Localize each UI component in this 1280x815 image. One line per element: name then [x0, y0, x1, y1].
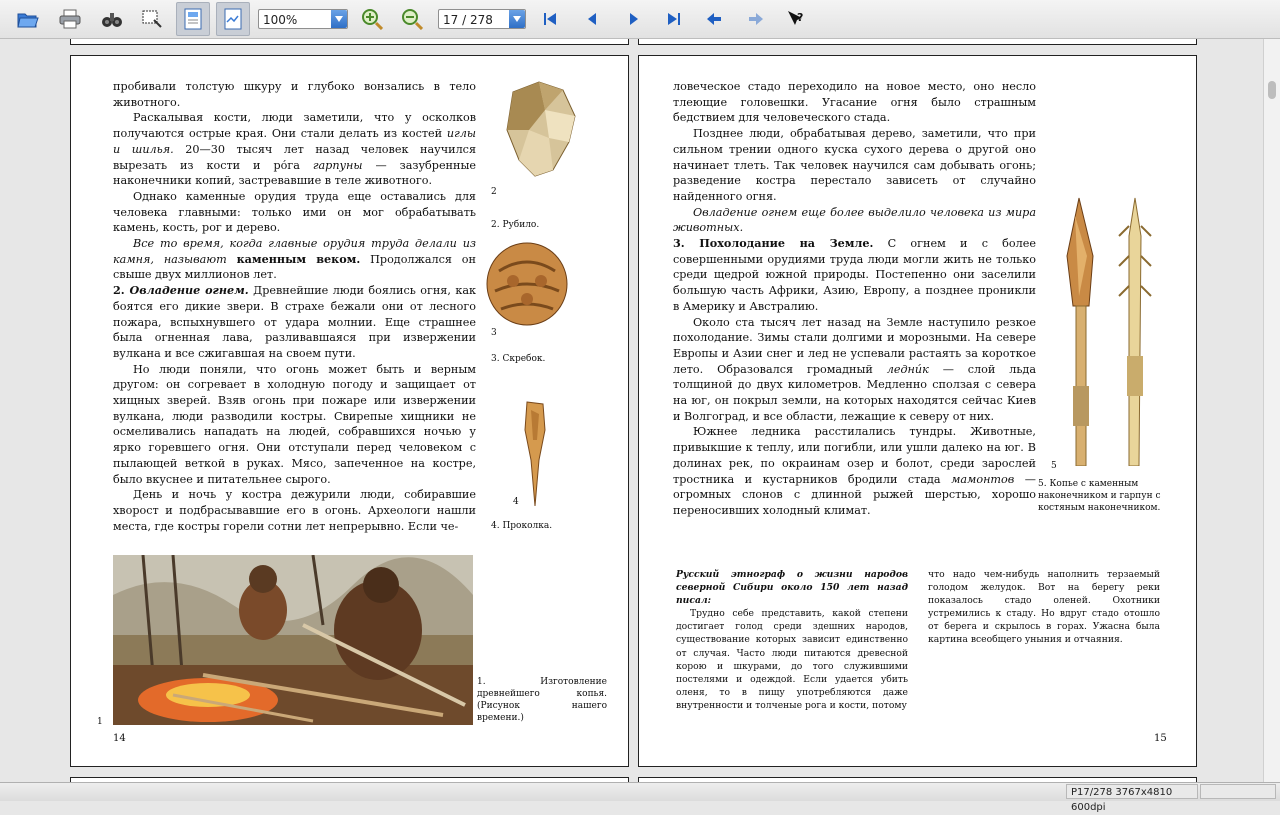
chevron-down-icon[interactable]: [331, 10, 347, 28]
quote-text: Трудно себе представить, какой степени достигает голод среди здешних народов, существование которых зависит единственно от случая. Часто люди питаются древесной корою и шкурами, до того служившими постелями и одеждой. Если удается убить оленя, то в пищу употребляются даже внутренности и толченые рога и кости, потому: [676, 608, 908, 711]
paragraph: Южнее ледника расстилались тундры. Животные, привыкшие к теплу, или погибли, или ушли далеко на юг. В долинах рек, по окраинам озер и болот, среди зарослей тростника и кустарников бродили стада мамонтов — огромных слонов с длинной рыжей шерстью, хорошо переносивших холодный климат.: [673, 425, 1036, 517]
scraper-illustration: [485, 241, 569, 331]
figure-caption: 2. Рубило.: [491, 220, 540, 230]
help-icon[interactable]: [780, 3, 812, 35]
figure-number: 2: [491, 187, 497, 197]
spear-and-harpoon-illustration: [1049, 196, 1159, 470]
zoom-value: 100%: [263, 13, 298, 27]
document-viewer[interactable]: [0, 39, 1264, 782]
page-value: 17 / 278: [443, 13, 493, 27]
paragraph: Позднее люди, обрабатывая дерево, заметили, что при сильном трении одного куска сухого дерева о другой оно начинает тлеть. Так человек научился сам добывать огонь; разведение костра перестало зависеть от случайно найденного огня.: [673, 127, 1036, 203]
paragraph: ловеческое стадо переходило на новое место, оно несло тлеющие головешки. Угасание огня было страшным бедствием для человеческого стада.: [673, 80, 1036, 125]
paragraph: Однако каменные орудия труда еще оставались для человека главными: только ими он мог обрабатывать камень, кость, рог и дерево.: [113, 189, 476, 235]
figure-number: 5: [1051, 461, 1057, 471]
zoom-out-icon[interactable]: [396, 3, 428, 35]
back-arrow-icon[interactable]: [698, 3, 730, 35]
page-number: 15: [1154, 733, 1167, 744]
section-heading-paragraph: 3. Похолодание на Земле. С огнем и с более совершенными орудиями труда люди могли жить не только среди щедрой южной природы. Постепенно они заселили большую часть Африки, Азию, Европу, а позднее проникли в Америку и Австралию.: [673, 236, 1036, 313]
figure-caption: 5. Копье с каменным наконечником и гарпун с костяным наконечником.: [1038, 479, 1161, 513]
fit-page-icon[interactable]: [176, 2, 210, 36]
right-page: [638, 55, 1197, 767]
figure-number: 1: [97, 717, 103, 727]
figure-caption: 3. Скребок.: [491, 354, 546, 364]
hand-axe-illustration: [499, 80, 579, 184]
paragraph: Но люди поняли, что огонь может быть и верным другом: он согревает в холодную погоду и защищает от хищных зверей. Взяв огонь при пожаре или извержении вулкана, люди разводили костры. Свирепые хищники не осмеливались нападать на людей, собравшихся ночью у ярко горевшего огня. Они отступали перед человеком с пылающей веткой в руках. Мясо, запеченное на костре, было вкуснее и питательнее сырого.: [113, 362, 476, 486]
status-page-info: P17/278 3767x4810 600dpi: [1066, 784, 1198, 799]
zoom-select[interactable]: [258, 9, 348, 29]
paragraph: Все то время, когда главные орудия труда делали из камня, называют каменным веком. Продолжался он свыше двух миллионов лет.: [113, 237, 476, 282]
zoom-in-icon[interactable]: [356, 3, 388, 35]
left-page-text: [113, 79, 476, 534]
left-page: [70, 55, 629, 767]
last-page-icon[interactable]: [658, 3, 690, 35]
previous-page-right-edge: [638, 39, 1197, 45]
next-page-icon[interactable]: [618, 3, 650, 35]
previous-page-icon[interactable]: [576, 3, 608, 35]
forward-arrow-icon[interactable]: [740, 3, 772, 35]
status-empty-cell: [1200, 784, 1276, 799]
paragraph: Около ста тысяч лет назад на Земле наступило резкое похолодание. Зимы стали долгими и морозными. На севере Европы и Азии снег и лед не успевали растаять за короткое лето. Образовался громадный ледни́к — слой льда толщиной до двух километров. Медленно сползая с севера на юг, он покрыл земли, на которых находятся сейчас Киев и Волгоград, и все области, лежащие к северу от них.: [673, 315, 1036, 423]
quote-column-2: [928, 568, 1160, 647]
spear-making-painting: [113, 555, 473, 729]
chevron-down-icon[interactable]: [509, 10, 525, 28]
first-page-icon[interactable]: [534, 3, 566, 35]
status-bar: [0, 782, 1280, 813]
paragraph: Раскалывая кости, люди заметили, что у осколков получаются острые края. Они стали делать из костей иглы и шилья. 20—30 тысяч лет назад человек научился вырезать из кости и ро́га гарпуны — зазубренные наконечники копий, застревавшие в теле животного.: [113, 111, 476, 188]
select-area-icon[interactable]: [136, 3, 168, 35]
right-page-text: [673, 79, 1036, 519]
quote-column-1: [676, 568, 908, 712]
figure-number: 4: [513, 497, 519, 507]
figure-caption: 1. Изготовление древнейшего копья. (Рисунок нашего времени.): [477, 677, 607, 723]
paragraph: пробивали толстую шкуру и глубоко вонзались в тело животного.: [113, 80, 476, 109]
figure-number: 3: [491, 328, 497, 338]
quote-text: что надо чем-нибудь наполнить терзаемый голодом желудок. Вот на берегу реки показалось стадо оленей. Охотники устремились к стаду. Но вдруг стадо отошло от берега и скрылось в горах. Ужасна была картина всеобщего уныния и отчаяния.: [928, 569, 1160, 646]
vertical-scrollbar[interactable]: [1263, 39, 1280, 782]
paragraph: День и ночь у костра дежурили люди, собиравшие хворост и подбрасывавшие его в огонь. Археологи нашли места, где костры горели сотни лет непрерывно. Если че-: [113, 488, 476, 533]
paragraph: Овладение огнем еще более выделило человека из мира животных.: [673, 205, 1036, 235]
quote-title: Русский этнограф о жизни народов северной Сибири около 150 лет назад писал:: [676, 569, 908, 607]
section-heading-paragraph: 2. Овладение огнем. Древнейшие люди боялись огня, как боятся его дикие звери. В страхе бежали они от лесного пожара, вспыхнувшего от удара молнии. Еще страшнее была огненная лава, разливавшаяся при извержении вулкана и все сжигавшая на своем пути.: [113, 283, 477, 360]
binoculars-icon[interactable]: [96, 3, 128, 35]
open-folder-icon[interactable]: [12, 3, 44, 35]
figure-caption: 4. Проколка.: [491, 521, 553, 531]
print-icon[interactable]: [54, 3, 86, 35]
page-select[interactable]: [438, 9, 526, 29]
page-number: 14: [113, 733, 126, 744]
fit-width-icon[interactable]: [216, 2, 250, 36]
toolbar: [0, 0, 1280, 39]
scrollbar-thumb[interactable]: [1268, 81, 1276, 99]
previous-page-left-edge: [70, 39, 629, 45]
svg-text:?: ?: [797, 11, 804, 24]
awl-illustration: [523, 400, 547, 512]
